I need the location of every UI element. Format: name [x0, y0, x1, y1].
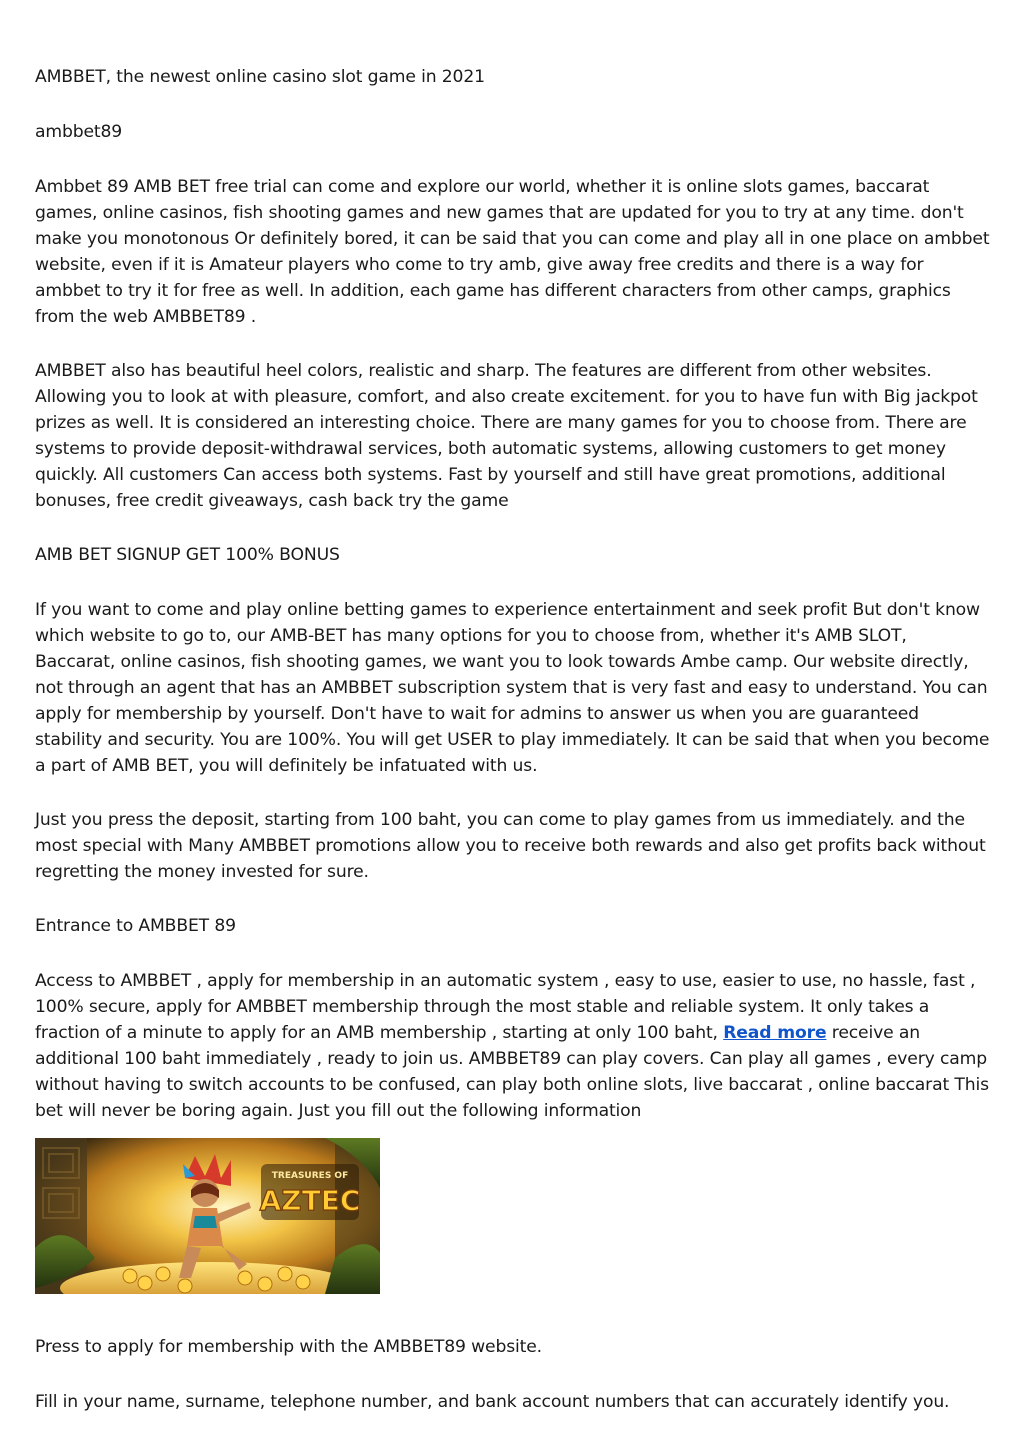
- document-title: AMBBET, the newest online casino slot game in 2021: [35, 67, 485, 87]
- paragraph-access-text-2: receive an additional 100 baht immediately , ready to join us. AMBBET89 can play covers. Can play all games , every camp without having to switch accounts to be confused, can play both online slots, live baccarat , online baccarat This bet will never be boring again. Just you fill out the following information: [35, 1023, 989, 1121]
- paragraph-access-text-1: Access to AMBBET , apply for membership in an automatic system , easy to use, easier to use, no hassle, fast , 100% secure, apply for AMBBET membership through the most stable and reliable system. It only takes a fraction of a minute to apply for an AMB membership , starting at only 100 baht,: [35, 971, 976, 1043]
- paragraph-deposit: Just you press the deposit, starting from 100 baht, you can come to play games from us immediately. and the most special with Many AMBBET promotions allow you to receive both rewards and also get profits back without regretting the money invested for sure.: [35, 810, 986, 882]
- banner-logo-subtitle: TREASURES OF: [271, 1171, 349, 1181]
- paragraph-features: AMBBET also has beautiful heel colors, realistic and sharp. The features are different from other websites. Allowing you to look at with pleasure, comfort, and also create excitement. for you to have fun with Big jackpot prizes as well. It is considered an interesting choice. There are many games for you to choose from. There are systems to provide deposit-withdrawal services, both automatic systems, allowing customers to get money quickly. All customers Can access both systems. Fast by yourself and still have great promotions, additional bonuses, free credit giveaways, cash back try the game: [35, 361, 978, 511]
- banner-logo-title: AZTEC: [259, 1184, 361, 1217]
- paragraph-apply: Press to apply for membership with the AMBBET89 website.: [35, 1337, 542, 1357]
- document-page: [35, 64, 991, 1444]
- banner-illustration: [35, 1138, 380, 1294]
- paragraph-intro: Ambbet 89 AMB BET free trial can come and explore our world, whether it is online slots games, baccarat games, online casinos, fish shooting games and new games that are updated for you to try at any time. don't make you monotonous Or definitely bored, it can be said that you can come and play all in one place on ambbet website, even if it is Amateur players who come to try amb, give away free credits and there is a way for ambbet to try it for free as well. In addition, each game has different characters from other camps, graphics from the web AMBBET89 .: [35, 177, 990, 327]
- treasures-of-aztec-banner: [35, 1138, 380, 1294]
- read-more-link[interactable]: Read more: [723, 1023, 827, 1043]
- paragraph-access: [35, 968, 991, 1124]
- paragraph-fill-info: Fill in your name, surname, telephone number, and bank account numbers that can accurately identify you.: [35, 1392, 950, 1412]
- aztec-logo-icon: [260, 1164, 361, 1220]
- paragraph-signup: If you want to come and play online betting games to experience entertainment and seek profit But don't know which website to go to, our AMB-BET has many options for you to choose from, whether it's AMB SLOT, Baccarat, online casinos, fish shooting games, we want you to look towards Ambe camp. Our website directly, not through an agent that has an AMBBET subscription system that is very fast and easy to understand. You can apply for membership by yourself. Don't have to wait for admins to answer us when you are guaranteed stability and security. You are 100%. You will get USER to play immediately. It can be said that when you become a part of AMB BET, you will definitely be infatuated with us.: [35, 600, 990, 776]
- heading-entrance: Entrance to AMBBET 89: [35, 916, 236, 936]
- heading-signup: AMB BET SIGNUP GET 100% BONUS: [35, 545, 340, 565]
- document-subtitle: ambbet89: [35, 122, 123, 142]
